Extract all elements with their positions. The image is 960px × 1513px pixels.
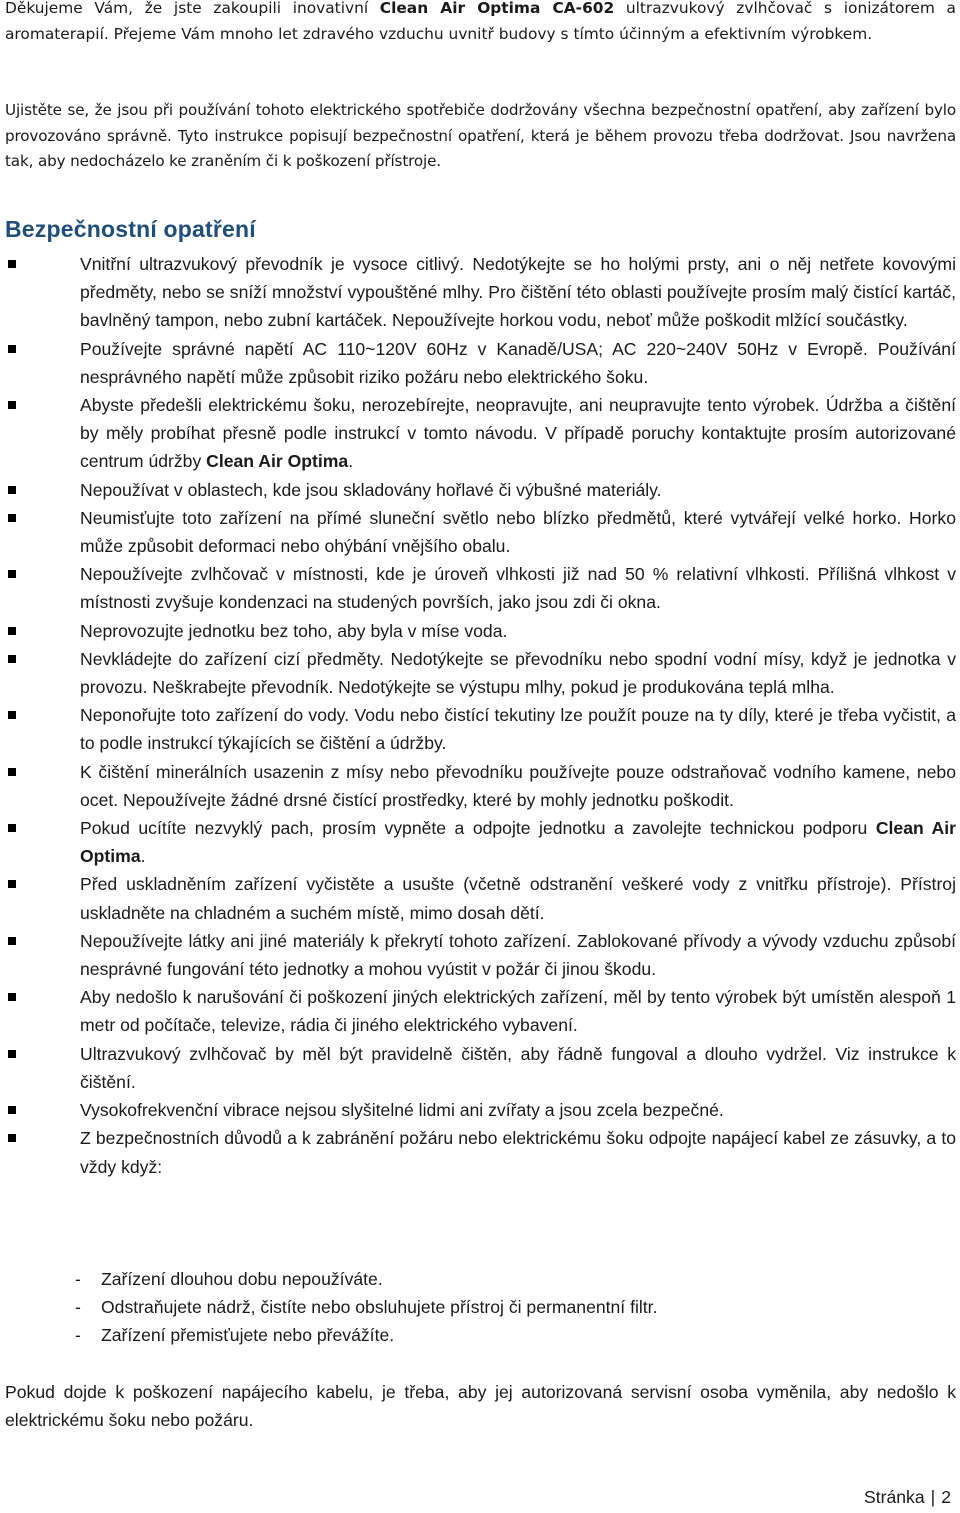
page-label: Stránka [863,1487,925,1507]
page-number: 2 [941,1487,951,1507]
list-item-text: Nevkládejte do zařízení cizí předměty. Nedotýkejte se převodníku nebo spodní vodní mísy, když je jednotka v provozu. Neškrabejte převodník. Nedotýkejte se výstupu mlhy, pokud je produkována teplá mlha. [80,648,956,698]
dash-bullet: - [75,1325,81,1346]
square-bullet-icon [8,1106,16,1114]
dash-bullet: - [75,1297,81,1318]
square-bullet-icon [8,627,16,635]
list-item [5,1096,956,1124]
list-item [5,617,956,645]
square-bullet-icon [8,880,16,888]
square-bullet-icon [8,711,16,719]
list-item [5,335,956,391]
list-item-text: Zařízení přemisťujete nebo převážíte. [101,1325,395,1346]
square-bullet-icon [8,1134,16,1142]
list-item [5,1265,956,1293]
list-item [5,504,956,560]
list-item [5,1293,956,1321]
intro-text-start: Děkujeme Vám, že jste zakoupili inovativní [5,0,380,17]
list-item-text [80,395,956,471]
list-item-text: Neprovozujte jednotku bez toho, aby byla v míse voda. [80,620,508,641]
list-item [5,476,956,504]
brand-name: Clean Air Optima [206,451,349,472]
page-footer [864,1487,951,1508]
list-item-text: Vnitřní ultrazvukový převodník je vysoce citlivý. Nedotýkejte se ho holými prsty, ani o něj netřete kovovými předměty, nebo se sníží množství vypouštěné mlhy. Pro čištění této oblasti používejte prosím malý čistící kartáč, bavlněný tampon, nebo zubní kartáček. Nepoužívejte horkou vodu, neboť může poškodit mlžící součástky. [80,254,956,331]
square-bullet-icon [8,937,16,945]
list-item-text [80,818,956,866]
square-bullet-icon [8,768,16,776]
footer-separator: | [930,1487,936,1507]
square-bullet-icon [8,655,16,663]
unplug-conditions-list [5,1265,956,1350]
list-item-text: Nepoužívejte látky ani jiné materiály k překrytí tohoto zařízení. Zablokované přívody a vývody vzduchu způsobí nesprávné fungování této jednotky a mohou vyústit v požár či jinou škodu. [80,930,956,980]
list-item [5,560,956,616]
square-bullet-icon [8,993,16,1001]
section-heading: Bezpečnostní opatření [5,216,256,242]
list-item [5,870,956,926]
list-item-text: Před uskladněním zařízení vyčistěte a usušte (včetně odstranění veškeré vody z vnitřku přístroje). Přístroj uskladněte na chladném a suchém místě, mimo dosah dětí. [80,874,956,923]
square-bullet-icon [8,824,16,832]
intro-text-end: ultrazvukový zvlhčovač s ionizátorem a aromaterapií. Přejeme Vám mnoho let zdravého vzduchu uvnitř budovy s tímto účinným a efektivním výrobkem. [5,0,956,43]
list-item-text: Odstraňujete nádrž, čistíte nebo obsluhujete přístroj či permanentní filtr. [101,1297,658,1318]
list-item-text-part: . [140,846,146,867]
list-item-text: Nepoužívat v oblastech, kde jsou skladovány hořlavé či výbušné materiály. [80,479,662,500]
square-bullet-icon [8,486,16,494]
list-item-text: K čištění minerálních usazenin z mísy nebo převodníku používejte pouze odstraňovač vodního kamene, nebo ocet. Nepoužívejte žádné drsné čistící prostředky, které by mohly jednotku poškodit. [80,761,956,810]
list-item [5,1040,956,1096]
list-item [5,1124,956,1180]
list-item-text: Neumisťujte toto zařízení na přímé sluneční světlo nebo blízko předmětů, které vytvářejí velké horko. Horko může způsobit deformaci nebo ohýbání vnějšího obalu. [80,507,956,557]
list-item [5,645,956,701]
list-item-text: Z bezpečnostních důvodů a k zabránění požáru nebo elektrickému šoku odpojte napájecí kabel ze zásuvky, a to vždy když: [80,1128,956,1177]
list-item-text: Ultrazvukový zvlhčovač by měl být pravidelně čištěn, aby řádně fungoval a dlouho vydržel. Viz instrukce k čištění. [80,1043,956,1092]
intro-paragraph-thanks [5,0,956,47]
list-item [5,927,956,983]
brand-name: Clean Air Optima [80,818,957,867]
list-item-text: Aby nedošlo k narušování či poškození jiných elektrických zařízení, měl by tento výrobek být umístěn alespoň 1 metr od počítače, televize, rádia či jiného elektrického vybavení. [80,987,956,1036]
square-bullet-icon [8,260,16,268]
square-bullet-icon [8,345,16,353]
list-item [5,814,956,870]
list-item-text: Nepoužívejte zvlhčovač v místnosti, kde je úroveň vlhkosti již nad 50 % relativní vlhkosti. Přílišná vlhkost v místnosti zvyšuje kondenzaci na studených površích, jako jsou zdi či okna. [80,564,956,613]
square-bullet-icon [8,401,16,409]
list-item-text: Používejte správné napětí AC 110~120V 60Hz v Kanadě/USA; AC 220~240V 50Hz v Evropě. Používání nesprávného napětí může způsobit riziko požáru nebo elektrického šoku. [80,338,956,387]
intro-paragraph-safety: Ujistěte se, že jsou při používání tohoto elektrického spotřebiče dodržovány všechna bezpečnostní opatření, aby zařízení bylo provozováno správně. Tyto instrukce popisují bezpečnostní opatření, která je během provozu třeba dodržovat. Jsou navržena tak, aby nedocházelo ke zraněním či k poškození přístroje. [5,101,956,171]
square-bullet-icon [8,1050,16,1058]
square-bullet-icon [8,514,16,522]
closing-paragraph: Pokud dojde k poškození napájecího kabelu, je třeba, aby jej autorizovaná servisní osoba vyměnila, aby nedošlo k elektrickému šoku nebo požáru. [5,1382,956,1431]
square-bullet-icon [8,570,16,578]
list-item [5,1321,956,1349]
list-item-text-part: Abyste předešli elektrickému šoku, nerozebírejte, neopravujte, ani neupravujte tento výrobek. Údržba a čištění by měly probíhat přesně podle instrukcí v tomto návodu. V případě poruchy kontaktujte prosím autorizované centrum údržby [80,395,956,472]
list-item [5,391,956,476]
list-item [5,250,956,335]
list-item-text: Neponořujte toto zařízení do vody. Vodu nebo čistící tekutiny lze použít pouze na ty díly, které je třeba vyčistit, a to podle instrukcí týkajících se čištění a údržby. [80,705,956,754]
list-item-text: Zařízení dlouhou dobu nepoužíváte. [101,1269,383,1289]
list-item-text-part: Pokud ucítíte nezvyklý pach, prosím vypněte a odpojte jednotku a zavolejte technickou podporu [80,818,876,839]
dash-bullet: - [75,1269,81,1289]
list-item [5,701,956,757]
list-item [5,983,956,1039]
list-item-text-part: . [348,451,354,472]
list-item [5,758,956,814]
safety-list [5,250,956,1181]
list-item-text: Vysokofrekvenční vibrace nejsou slyšitelné lidmi ani zvířaty a jsou zcela bezpečné. [80,1100,724,1121]
product-name: Clean Air Optima CA-602 [379,0,615,17]
